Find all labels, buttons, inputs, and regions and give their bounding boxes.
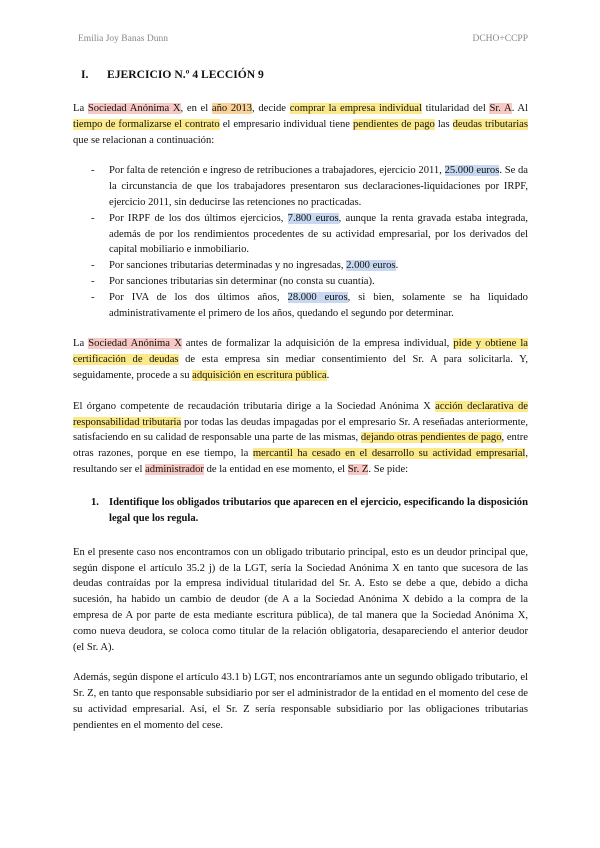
highlight: pendientes de pago [352, 118, 435, 130]
document-body [73, 68, 528, 749]
highlight: administrador [145, 463, 204, 475]
highlight: 25.000 euros [444, 165, 500, 177]
question-1 [73, 495, 528, 527]
highlight: 2.000 euros [346, 260, 396, 272]
highlight: 28.000 euros [287, 291, 348, 303]
highlight: deudas tributarias [452, 118, 528, 130]
paragraph-responsibility: El órgano competente de recaudación tributaria dirige a la Sociedad Anónima X acción declarativa de responsabilidad tributaria por todas las deudas impagadas por el empresario Sr. A reseñadas anteriormente, satisfaciendo en su calidad de responsable una parte de las mismas, dejando otras pendientes de pago, entre otras razones, porque en ese tiempo, la mercantil ha cesado en el desarrollo su actividad empresarial, resultando ser el administrador de la entidad en ese momento, el Sr. Z. Se pide: [73, 400, 529, 475]
debt-list [73, 163, 528, 321]
section-heading [81, 68, 528, 81]
list-item: - Por IVA de los dos últimos años, 28.000 euros, si bien, solamente se ha liquidado administrativamente el primero de los años, quedando el segundo por determinar. [91, 291, 528, 319]
highlight: tiempo de formalizarse el contrato [73, 118, 220, 130]
list-item: - Por falta de retención e ingreso de retribuciones a trabajadores, ejercicio 2011, 25.000 euros. Se da la circunstancia de que los trabajadores presentaron sus declaraciones-liquidaciones por IRPF, ejercicio 2011, sin deducirse las retenciones no practicadas. [91, 165, 528, 208]
question-number: 1. [91, 496, 99, 508]
list-item: - Por sanciones tributarias determinadas y no ingresadas, 2.000 euros. [91, 260, 399, 272]
highlight: año 2013 [211, 103, 253, 114]
paragraph-statement: La Sociedad Anónima X, en el año 2013, decide comprar la empresa individual titularidad del Sr. A. Al tiempo de formalizarse el contrato el empresario individual tiene pendientes de pago las deudas tributarias que se relacionan a continuación: [73, 103, 529, 146]
header-course: DCHO+CCPP [472, 34, 528, 44]
highlight: mercantil ha cesado en el desarrollo su actividad empresarial [252, 448, 526, 460]
highlight: acción declarativa de responsabilidad tributaria [73, 400, 528, 428]
question-text: Identifique los obligados tributarios que aparecen en el ejercicio, especificando la disposición legal que los regula. [109, 496, 528, 524]
paragraph-certification: La Sociedad Anónima X antes de formalizar la adquisición de la empresa individual, pide y obtiene la certificación de deudas de esta empresa sin mediar consentimiento del Sr. A para solicitarla. Y, seguidamente, procede a su adquisición en escritura pública. [73, 338, 529, 381]
highlight: Sociedad Anónima X [87, 103, 181, 114]
highlight: dejando otras pendientes de pago [360, 432, 502, 444]
highlight: Sociedad Anónima X [88, 338, 182, 350]
highlight: Sr. A [489, 103, 512, 114]
highlight: pide y obtiene la certificación de deudas [73, 338, 528, 366]
paragraph-answer-1: En el presente caso nos encontramos con un obligado tributario principal, esto es un deudor principal que, según dispone el artículo 35.2 j) de la LGT, sería la Sociedad Anónima X en tanto que sucesora de las deudas contraídas por la empresa individual titularidad del Sr. A. Esto se debe a que, debido a dicha sucesión, ha habido un cambio de deudor (de A a la Sociedad Anónima X debido a la compra de la empresa de A por parte de esta mediante escritura pública), de tal manera que la Sociedad Anónima X, como nueva deudora, se coloca como titular de la relación obligatoria, desapareciendo el anterior deudor (el Sr. A). [73, 546, 528, 653]
section-number: I. [81, 68, 89, 81]
highlight: Sr. Z [347, 463, 369, 475]
list-item: - Por IRPF de los dos últimos ejercicios, 7.800 euros, aunque la renta gravada estaba integrada, además de por los rendimientos procedentes de su actividad empresarial, por los derivados del capital mobiliario e inmobiliario. [91, 212, 528, 256]
paragraph-answer-2: Además, según dispone el artículo 43.1 b) LGT, nos encontraríamos ante un segundo obligado tributario, el Sr. Z, en tanto que responsable subsidiario por ser el administrador de la entidad en el momento del cese de su actividad empresarial. Así, el Sr. Z sería responsable subsidiario por las obligaciones tributarias pendientes en el momento del cese. [73, 672, 528, 731]
highlight: comprar la empresa individual [289, 103, 422, 114]
highlight: 7.800 euros [287, 212, 339, 224]
header-author: Emilia Joy Banas Dunn [78, 34, 168, 44]
section-title: EJERCICIO N.º 4 LECCIÓN 9 [107, 68, 264, 81]
list-item: - Por sanciones tributarias sin determinar (no consta su cuantía). [91, 275, 375, 287]
highlight: adquisición en escritura pública [192, 369, 327, 381]
